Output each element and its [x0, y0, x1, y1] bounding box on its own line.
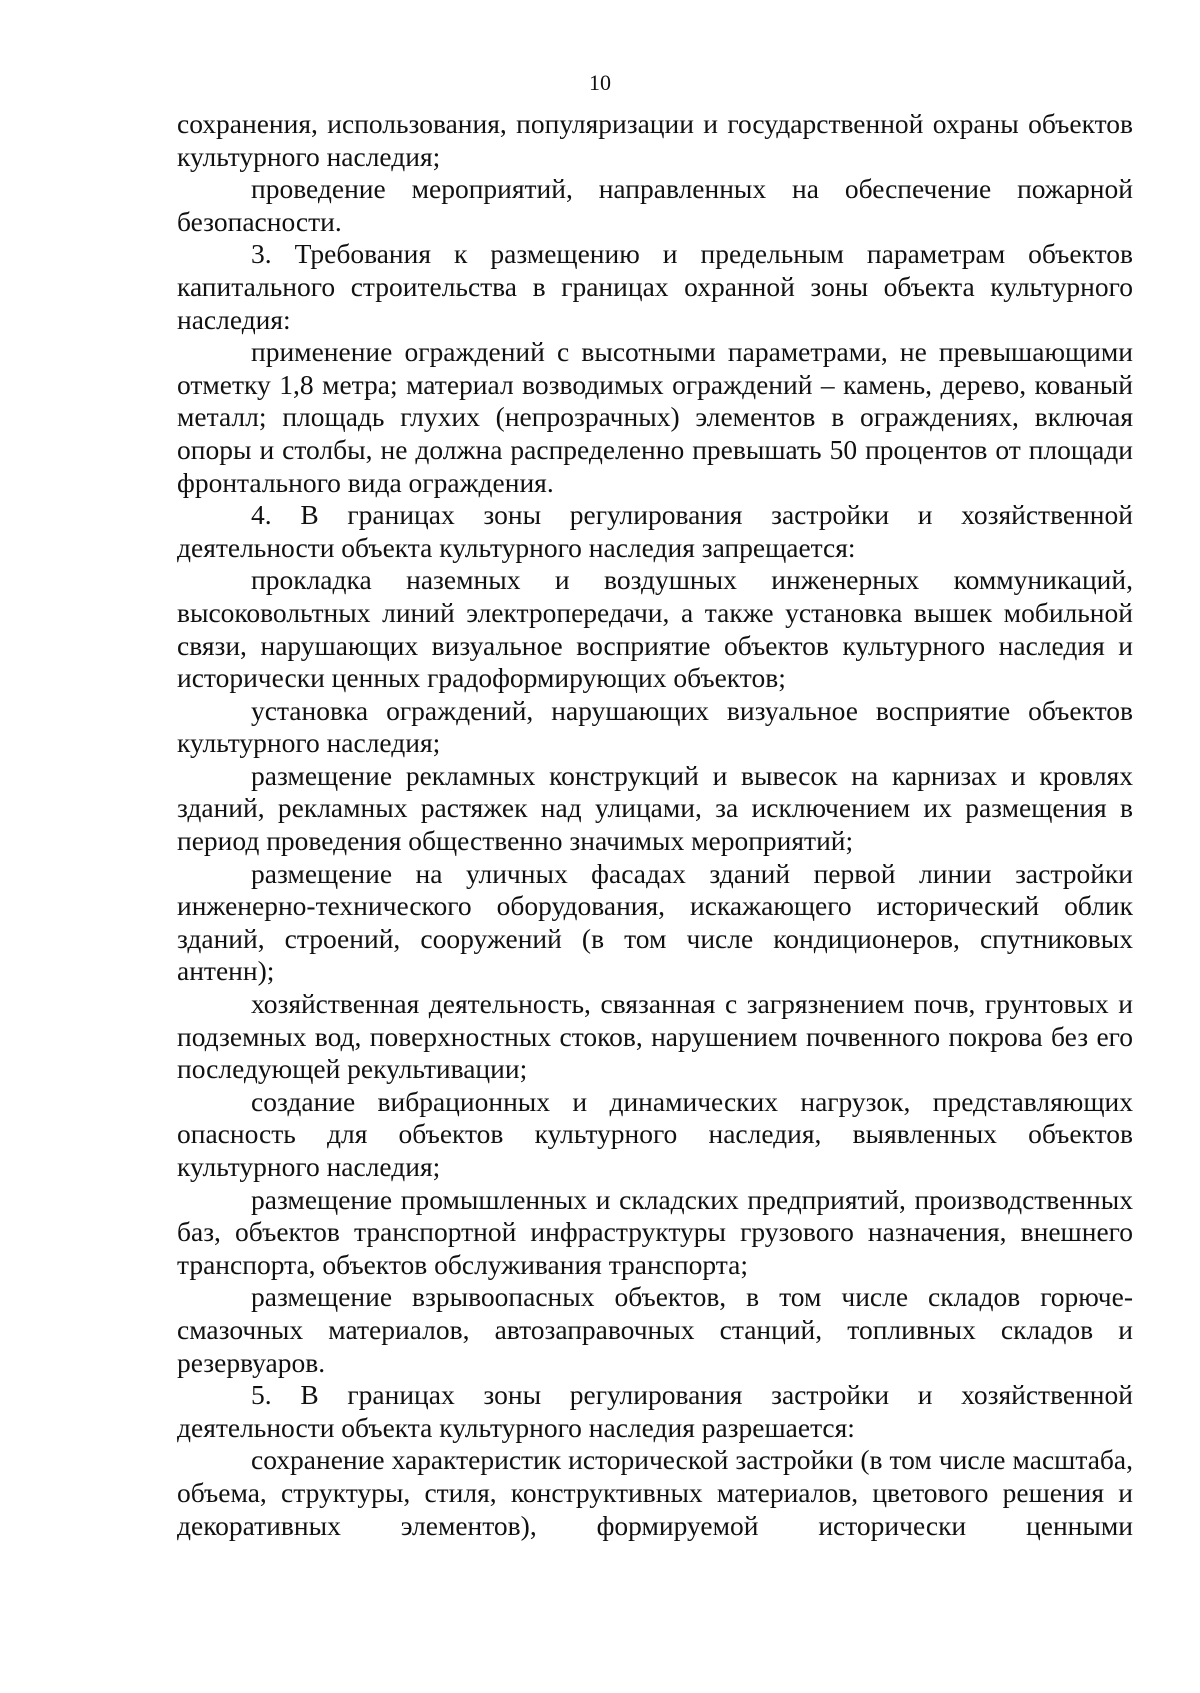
- document-body: [177, 108, 1133, 1542]
- paragraph-equipment-prohibition: размещение на уличных фасадах зданий первой линии застройки инженерно-технического оборудования, искажающего исторический облик зданий, строений, сооружений (в том числе кондиционеров, спутниковых антенн);: [177, 857, 1133, 987]
- paragraph-continuation: сохранения, использования, популяризации и государственной охраны объектов культурного наследия;: [177, 108, 1133, 172]
- paragraph-section-5-heading: 5. В границах зоны регулирования застройки и хозяйственной деятельности объекта культурного наследия разрешается:: [177, 1379, 1133, 1443]
- paragraph-vibration-prohibition: создание вибрационных и динамических нагрузок, представляющих опасность для объектов культурного наследия, выявленных объектов культурного наследия;: [177, 1085, 1133, 1182]
- page-number: 10: [589, 70, 611, 95]
- paragraph-fences-requirements: применение ограждений с высотными параметрами, не превышающими отметку 1,8 метра; материал возводимых ограждений – камень, дерево, кованый металл; площадь глухих (непрозрачных) элементов в ограждениях, включая опоры и столбы, не должна распределенно превышать 50 процентов от площади фронтального вида ограждения.: [177, 336, 1133, 498]
- paragraph-utilities-prohibition: прокладка наземных и воздушных инженерных коммуникаций, высоковольтных линий электропередачи, а также установка вышек мобильной связи, нарушающих визуальное восприятие объектов культурного наследия и исторически ценных градоформирующих объектов;: [177, 564, 1133, 694]
- paragraph-fire-safety: проведение мероприятий, направленных на обеспечение пожарной безопасности.: [177, 173, 1133, 237]
- paragraph-advertising-prohibition: размещение рекламных конструкций и вывесок на карнизах и кровлях зданий, рекламных растяжек над улицами, за исключением их размещения в период проведения общественно значимых мероприятий;: [177, 759, 1133, 857]
- paragraph-section-4-heading: 4. В границах зоны регулирования застройки и хозяйственной деятельности объекта культурного наследия запрещается:: [177, 499, 1133, 563]
- paragraph-industrial-prohibition: размещение промышленных и складских предприятий, производственных баз, объектов транспортной инфраструктуры грузового назначения, внешнего транспорта, объектов обслуживания транспорта;: [177, 1183, 1133, 1280]
- paragraph-explosive-prohibition: размещение взрывоопасных объектов, в том числе складов горюче-смазочных материалов, автозаправочных станций, топливных складов и резервуаров.: [177, 1281, 1133, 1378]
- paragraph-preservation-allowed: сохранение характеристик исторической застройки (в том числе масштаба, объема, структуры, стиля, конструктивных материалов, цветового решения и декоративных элементов), формируемой исторически ценными: [177, 1444, 1133, 1541]
- paragraph-section-3-heading: 3. Требования к размещению и предельным параметрам объектов капитального строительства в границах охранной зоны объекта культурного наследия:: [177, 238, 1133, 335]
- paragraph-pollution-prohibition: хозяйственная деятельность, связанная с загрязнением почв, грунтовых и подземных вод, поверхностных стоков, нарушением почвенного покрова без его последующей рекультивации;: [177, 988, 1133, 1085]
- paragraph-fences-prohibition: установка ограждений, нарушающих визуальное восприятие объектов культурного наследия;: [177, 694, 1133, 759]
